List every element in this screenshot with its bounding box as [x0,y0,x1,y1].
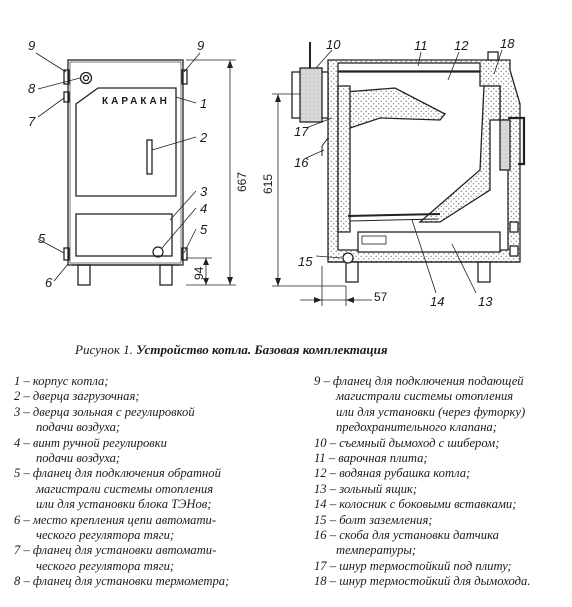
boiler-body [68,60,183,265]
figure-caption [75,342,388,358]
legend-line: 13 – зольный ящик; [314,481,418,496]
legend-line: 3 – дверца зольная с регулировкой [14,404,195,419]
dim-57: 57 [374,290,388,304]
side-label-11: 11 [414,38,428,53]
door-handle [147,140,152,174]
legend-6 [14,513,229,544]
front-label-9a: 9 [28,38,36,53]
side-label-17: 17 [294,124,309,139]
legend-3 [14,405,229,436]
front-view [64,60,187,285]
front-label-5l: 5 [38,231,46,246]
legend-line: 12 – водяная рубашка котла; [314,466,471,481]
legend-line: предохранительного клапана; [336,420,497,435]
legend-line: подачи воздуха; [36,451,121,466]
front-label-6: 6 [45,275,53,290]
legend-line: ческого регулятора тяги; [36,558,175,573]
side-label-16: 16 [294,155,309,170]
legend-line: ческого регулятора тяги; [36,528,175,543]
side-label-14: 14 [430,294,445,309]
dim-615: 615 [261,173,275,194]
grate [348,214,440,216]
legend-line: подачи воздуха; [36,420,121,435]
front-label-7: 7 [28,114,36,129]
front-label-4: 4 [200,201,208,216]
legend-line: 17 – шнур термостойкий под плиту; [314,558,512,573]
ash-door [76,214,172,256]
side-view [292,42,524,282]
legend-2 [14,389,229,404]
legend-left [14,374,229,590]
legend-line: 4 – винт ручной регулировки [14,435,167,450]
legend-13 [314,482,530,497]
legend-line: 11 – варочная плита; [314,451,428,466]
dim-667: 667 [235,171,249,192]
legend-line: 2 – дверца загрузочная; [14,389,140,404]
legend-1 [14,374,229,389]
legend-8 [14,574,229,589]
legend-line: 7 – фланец для установки автомати- [14,543,217,558]
cooking-plate [338,63,480,71]
legend-line: 9 – фланец для подключения подающей [314,374,524,388]
legend-line: или для установки (через футорку) [336,404,526,419]
front-label-3: 3 [200,184,208,199]
dim-94: 94 [192,266,206,280]
brand-plate: КАРАКАН [102,96,170,107]
front-label-2: 2 [200,130,208,145]
legend-11 [314,451,530,466]
legend-9 [314,374,530,436]
side-label-10: 10 [326,37,341,52]
ground-bolt [343,253,353,263]
legend-line: магистрали системы отопления [36,481,214,496]
side-label-12: 12 [454,38,469,53]
side-label-13: 13 [478,294,493,309]
legend-line: 18 – шнур термостойкий для дымохода. [314,574,531,589]
front-label-1: 1 [200,96,208,111]
front-label-5r: 5 [200,222,208,237]
legend-17 [314,559,530,574]
legend-7 [14,543,229,574]
legend-line: 15 – болт заземления; [314,512,433,527]
front-label-8: 8 [28,81,36,96]
caption-prefix: Рисунок 1. [75,342,133,357]
legend-10 [314,436,530,451]
legend-14 [314,497,530,512]
baffle [345,88,445,130]
legend-15 [314,513,530,528]
legend-line: 8 – фланец для установки термометра; [14,574,230,589]
legend-line: 14 – колосник с боковыми вставками; [314,497,517,512]
legend-12 [314,466,530,481]
legend-line: 10 – съемный дымоход с шибером; [314,435,500,450]
caption-title: Устройство котла. Базовая комплектация [136,342,388,357]
legend-line: 5 – фланец для подключения обратной [14,466,221,481]
legend-line: температуры; [336,543,417,558]
legend-4 [14,436,229,467]
legend-line: или для установки блока ТЭНов; [36,497,212,512]
thermometer-flange [81,73,92,84]
legend-line: 1 – корпус котла; [14,374,109,388]
legend-18 [314,574,530,589]
side-label-15: 15 [298,254,313,269]
legend-right [314,374,530,590]
front-label-9b: 9 [197,38,205,53]
legend-line: 6 – место крепления цепи автомати- [14,512,217,527]
side-label-18: 18 [500,36,515,51]
legend-line: магистрали системы отопления [336,389,514,404]
legend-16 [314,528,530,559]
legend-line: 16 – скоба для установки датчика [314,528,499,543]
legend-5 [14,466,229,512]
